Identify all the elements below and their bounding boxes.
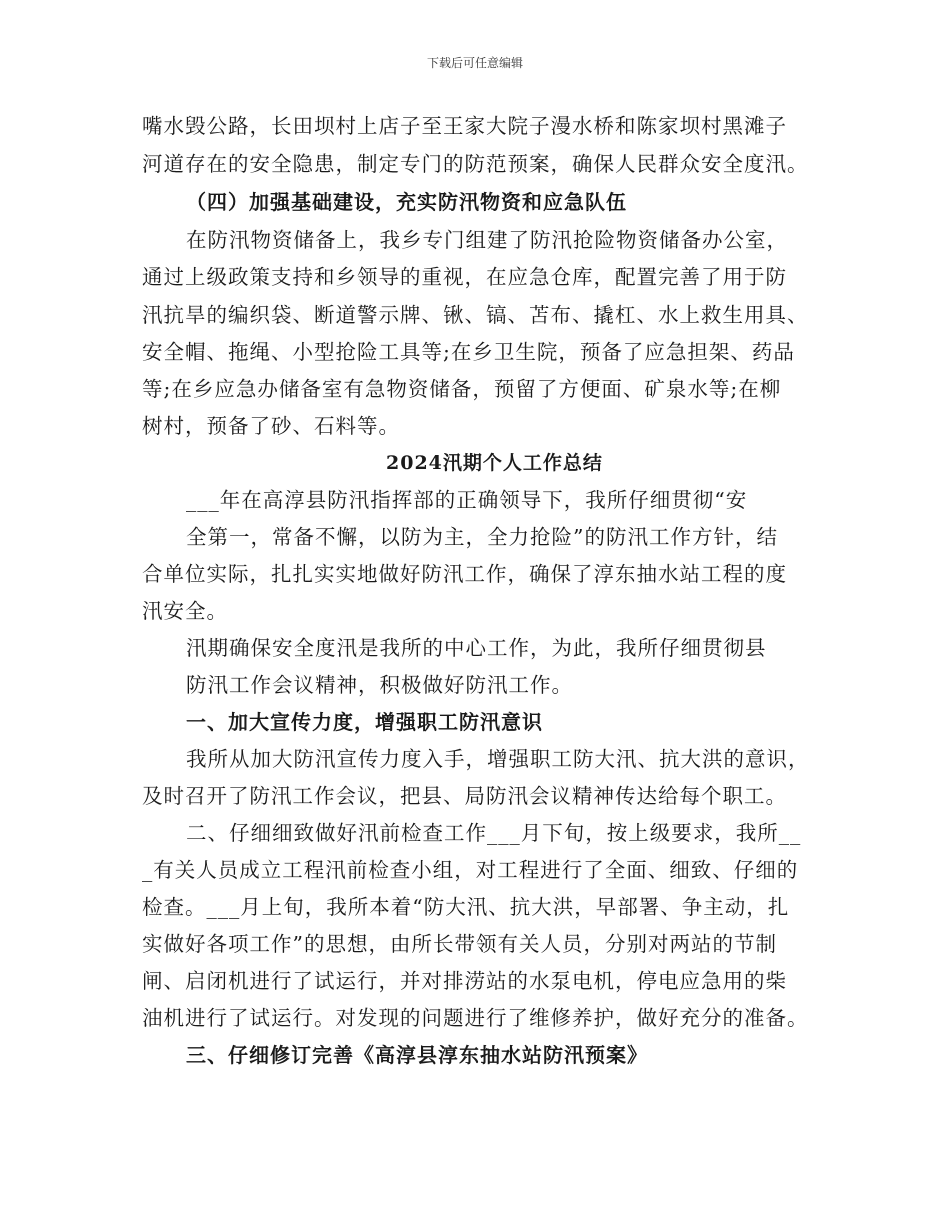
body-line: 油机进行了试运行。对发现的问题进行了维修养护，做好充分的准备。 bbox=[142, 1006, 809, 1030]
body-line: 我所从加大防汛宣传力度入手，增强职工防大汛、抗大洪的意识， bbox=[186, 747, 810, 771]
document-title: 2024汛期个人工作总结 bbox=[386, 452, 603, 474]
section-heading: （四）加强基础建设，充实防汛物资和应急队伍 bbox=[186, 190, 627, 214]
body-line: 实做好各项工作”的思想，由所长带领有关人员，分别对两站的节制 bbox=[142, 932, 777, 956]
body-line: 闸、启闭机进行了试运行，并对排涝站的水泵电机，停电应急用的柴 bbox=[142, 969, 787, 993]
body-line: 汛期确保安全度汛是我所的中心工作，为此，我所仔细贯彻县 bbox=[186, 636, 767, 660]
page-header: 下载后可任意编辑 bbox=[426, 56, 523, 70]
body-line: 河道存在的安全隐患，制定专门的防范预案，确保人民群众安全度汛。 bbox=[142, 152, 809, 176]
body-line: 全第一，常备不懈，以防为主，全力抢险”的防汛工作方针，结 bbox=[186, 525, 778, 549]
body-line: 在防汛物资储备上，我乡专门组建了防汛抢险物资储备办公室， bbox=[186, 228, 788, 252]
body-line: ___年在高淳县防汛指挥部的正确领导下，我所仔细贯彻“安 bbox=[186, 488, 748, 512]
body-line: 合单位实际，扎扎实实地做好防汛工作，确保了淳东抽水站工程的度 bbox=[142, 562, 787, 586]
body-line: _有关人员成立工程汛前检查小组，对工程进行了全面、细致、仔细的 bbox=[142, 858, 799, 882]
body-line: 检查。___月上旬，我所本着“防大汛、抗大洪，早部署、争主动，扎 bbox=[142, 895, 790, 919]
body-line: 树村，预备了砂、石料等。 bbox=[142, 414, 400, 438]
body-line: 汛抗旱的编织袋、断道警示牌、锹、镐、苫布、撬杠、水上救生用具、 bbox=[142, 303, 809, 327]
body-line: 通过上级政策支持和乡领导的重视，在应急仓库，配置完善了用于防 bbox=[142, 265, 787, 289]
body-line: 等;在乡应急办储备室有急物资储备，预留了方便面、矿泉水等;在柳 bbox=[142, 377, 782, 401]
body-line: 二、仔细细致做好汛前检查工作___月下旬，按上级要求，我所__ bbox=[186, 821, 802, 845]
body-line: 安全帽、拖绳、小型抢险工具等;在乡卫生院，预备了应急担架、药品 bbox=[142, 340, 795, 364]
section-heading: 一、加大宣传力度，增强职工防汛意识 bbox=[186, 710, 543, 734]
body-line: 及时召开了防汛工作会议，把县、局防汛会议精神传达给每个职工。 bbox=[142, 784, 787, 808]
section-heading: 三、仔细修订完善《高淳县淳东抽水站防汛预案》 bbox=[186, 1043, 648, 1067]
body-line: 防汛工作会议精神，积极做好防汛工作。 bbox=[186, 673, 573, 697]
body-line: 嘴水毁公路，长田坝村上店子至王家大院子漫水桥和陈家坝村黑滩子 bbox=[142, 114, 787, 138]
body-line: 汛安全。 bbox=[142, 599, 228, 623]
